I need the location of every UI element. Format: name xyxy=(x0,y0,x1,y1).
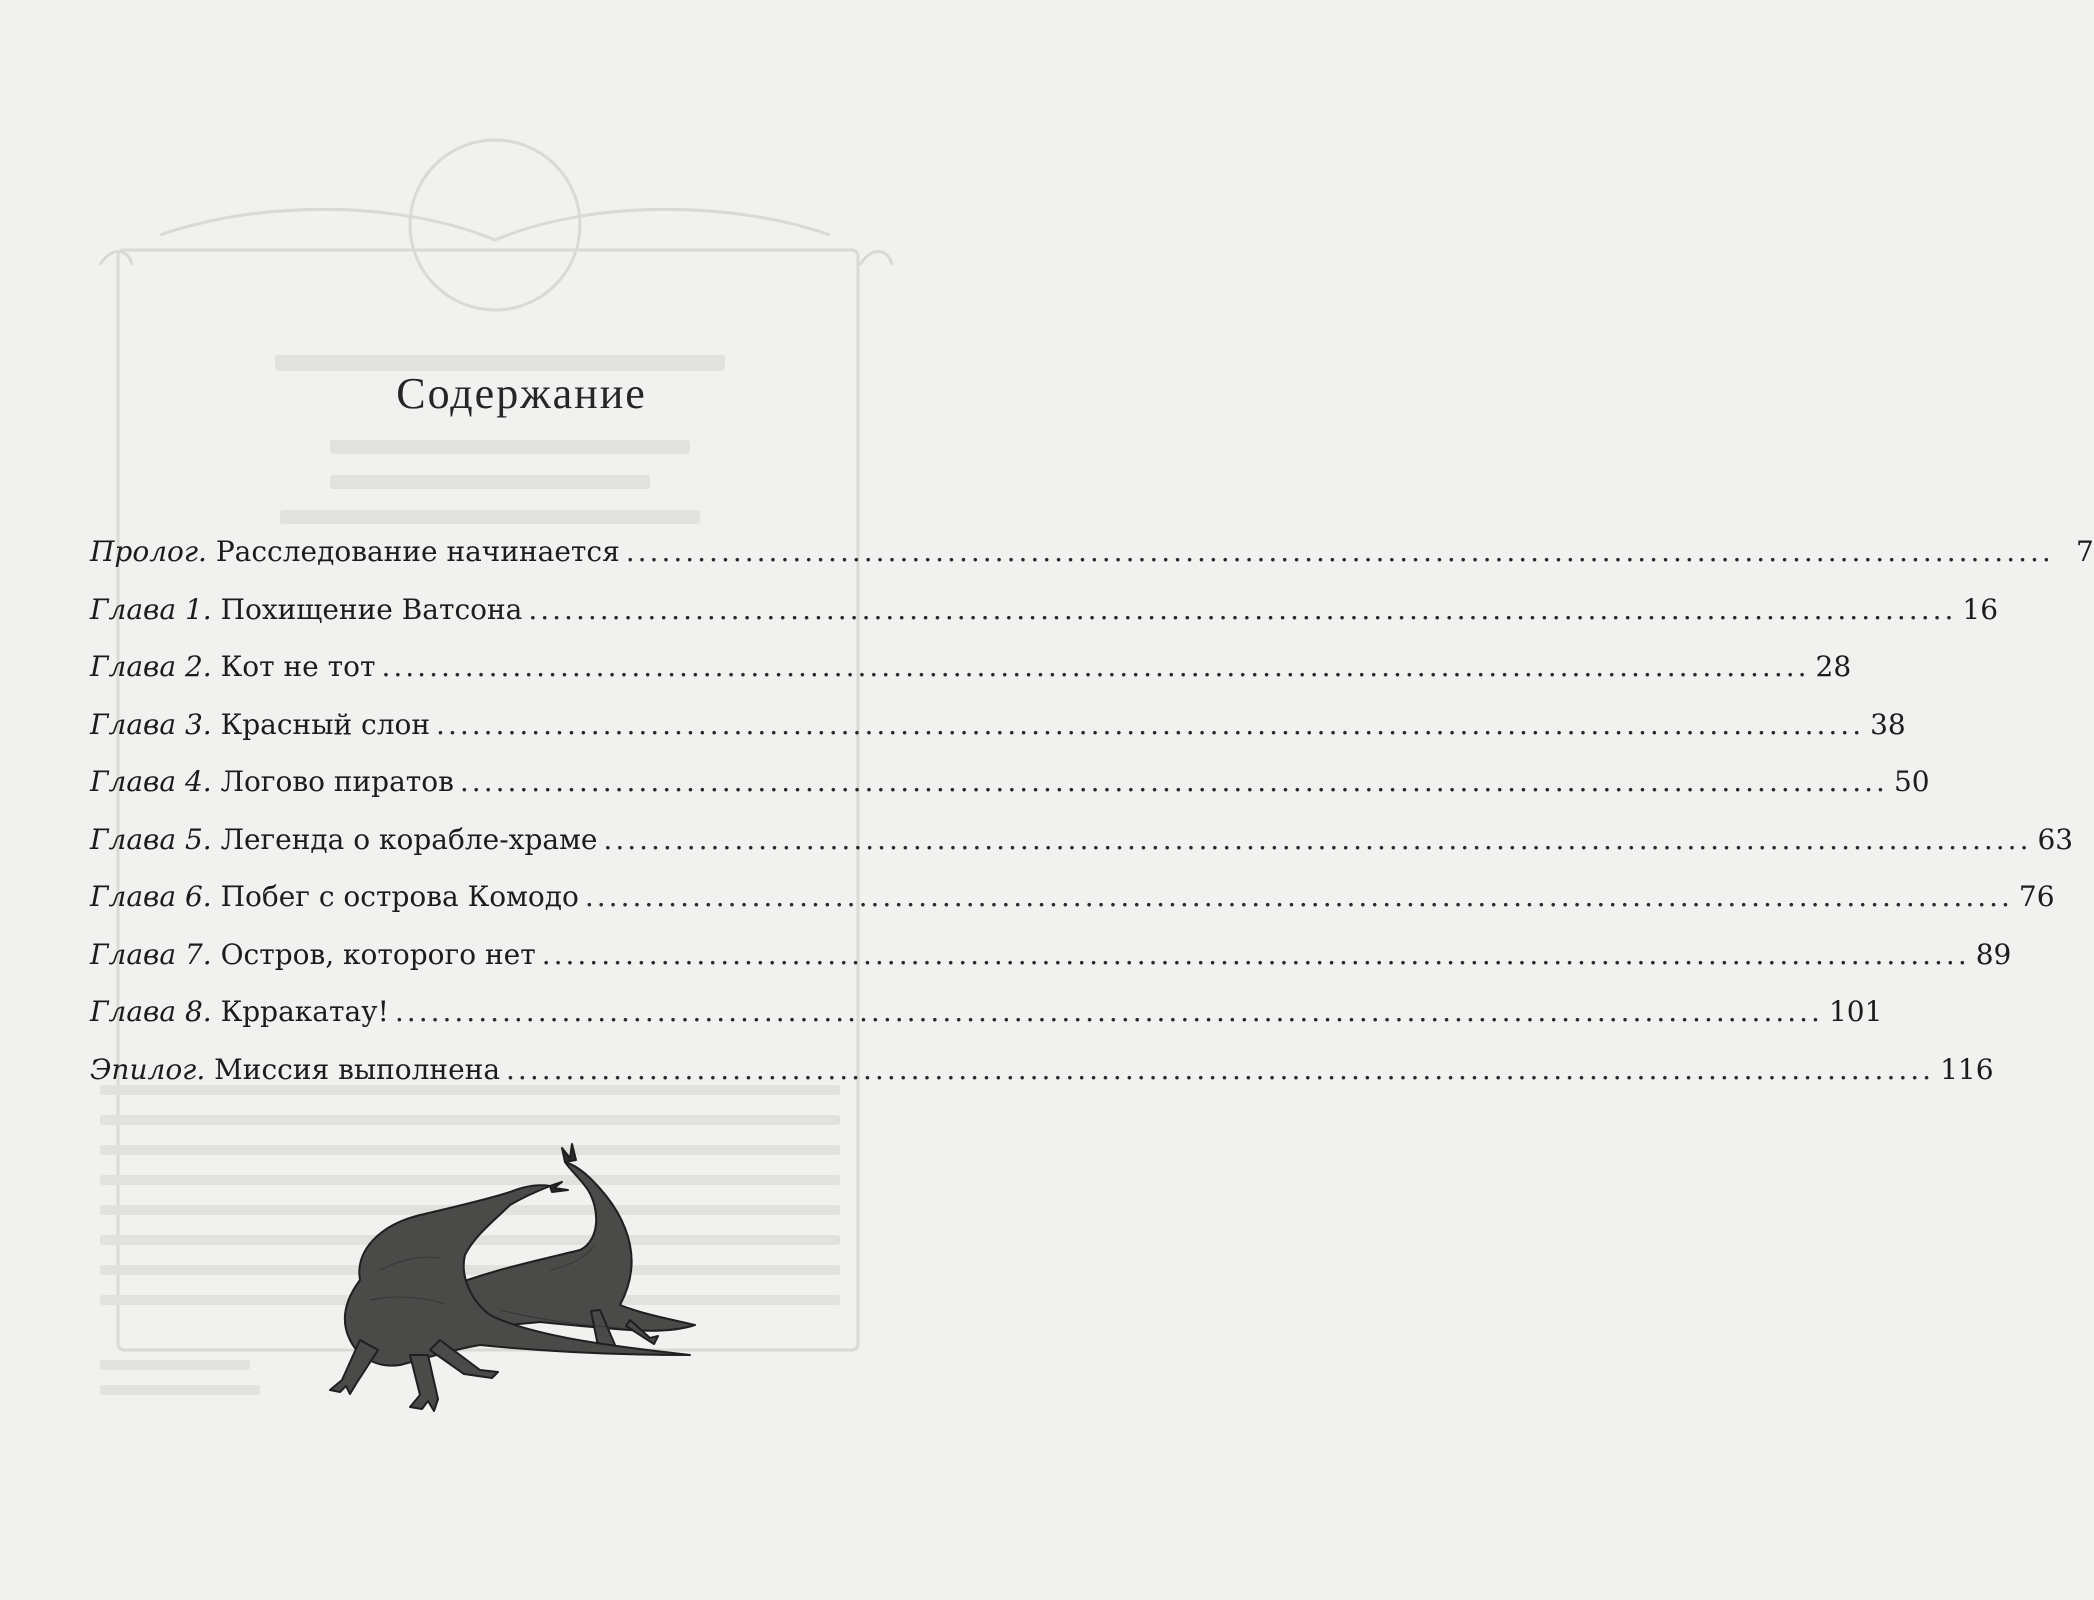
chapter-label: Пролог. xyxy=(90,535,216,568)
dot-leader: ........................................................................................................................ xyxy=(541,937,1970,971)
dot-leader: ........................................................................................................................ xyxy=(436,707,1865,741)
page-number: 101 xyxy=(1828,995,1883,1028)
chapter-title: Красный слон xyxy=(220,707,431,741)
chapter-label: Глава 1. xyxy=(90,592,221,626)
table-of-contents xyxy=(90,535,2094,1110)
chapter-label: Глава 8. xyxy=(90,995,221,1028)
chapter-label: Глава 7. xyxy=(90,937,221,971)
page-number: 28 xyxy=(1815,650,1852,683)
chapter-label: Глава 6. xyxy=(90,880,221,913)
page-number: 76 xyxy=(2018,880,2055,913)
page-number: 89 xyxy=(1975,937,2012,971)
dot-leader: ........................................................................................................................ xyxy=(603,822,2032,856)
chapter-title: Легенда о корабле-храме xyxy=(220,822,598,856)
chapter-label: Эпилог. xyxy=(90,1052,215,1086)
page-number: 116 xyxy=(1940,1052,1994,1086)
dot-leader: ........................................................................................................................ xyxy=(459,765,1888,798)
chapter-label: Глава 4. xyxy=(90,765,221,798)
toc-entry xyxy=(90,765,1930,823)
dot-leader: ........................................................................................................................ xyxy=(381,650,1810,683)
dot-leader: ........................................................................................................................ xyxy=(528,592,1957,626)
toc-entry xyxy=(90,535,2094,593)
chapter-title: Кот не тот xyxy=(220,650,376,683)
komodo-dragons-illustration xyxy=(300,1140,720,1430)
page-number: 63 xyxy=(2037,822,2074,856)
chapter-label: Глава 2. xyxy=(90,650,221,683)
toc-entry xyxy=(90,707,1906,766)
chapter-title: Похищение Ватсона xyxy=(220,592,523,626)
dot-leader: ........................................................................................................................ xyxy=(394,995,1823,1028)
chapter-label: Глава 5. xyxy=(90,822,221,856)
chapter-title: Расследование начинается xyxy=(215,535,620,568)
toc-entry xyxy=(90,650,1852,708)
page-number: 7 xyxy=(2075,535,2094,568)
dot-leader: ........................................................................................................................ xyxy=(625,535,2054,568)
toc-entry xyxy=(90,822,2074,881)
toc-entry xyxy=(90,937,2012,996)
toc-entry xyxy=(90,592,1999,651)
dot-leader: ........................................................................................................................ xyxy=(506,1052,1935,1086)
toc-entry xyxy=(90,1052,1994,1111)
chapter-title: Логово пиратов xyxy=(220,765,454,798)
dot-leader: ........................................................................................................................ xyxy=(584,880,2013,913)
chapter-title: Миссия выполнена xyxy=(214,1052,501,1086)
toc-entry xyxy=(90,880,2055,938)
page-title: Содержание xyxy=(396,369,647,418)
chapter-label: Глава 3. xyxy=(90,707,221,741)
chapter-title: Крракатау! xyxy=(220,995,389,1028)
chapter-title: Побег с острова Комодо xyxy=(220,880,579,913)
page-number: 50 xyxy=(1893,765,1930,798)
page-number: 38 xyxy=(1870,707,1906,741)
page-number: 16 xyxy=(1962,592,1999,626)
toc-entry xyxy=(90,995,1883,1053)
chapter-title: Остров, которого нет xyxy=(220,937,536,971)
